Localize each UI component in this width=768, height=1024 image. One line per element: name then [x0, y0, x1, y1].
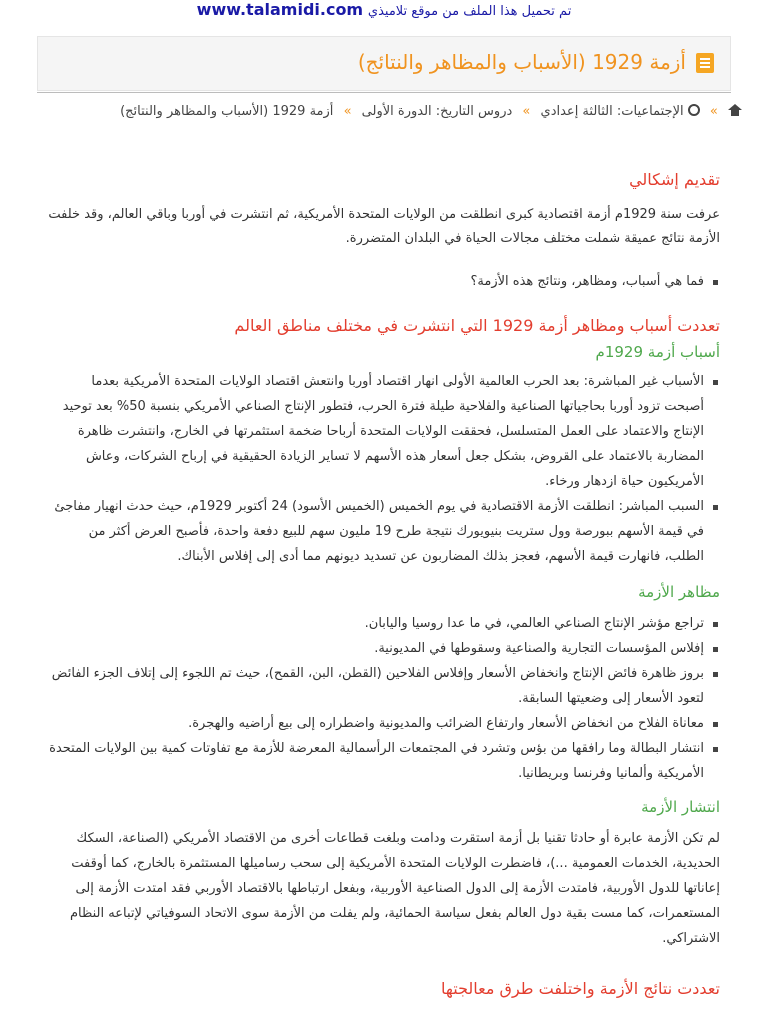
breadcrumb — [62, 102, 742, 122]
intro-paragraph: عرفت سنة 1929م أزمة اقتصادية كبرى انطلقت من الولايات المتحدة الأمريكية، ثم انتشرت في أوربا وباقي العالم، وقد خلفت الأزمة نتائج عميقة شملت مختلف مجالات الحياة في البلدان المتضررة. — [48, 207, 720, 246]
section2-heading: تعددت نتائج الأزمة واختلفت طرق معالجتها — [441, 979, 720, 998]
globe-icon — [688, 104, 700, 116]
intro-question-list — [48, 269, 720, 294]
aspects-heading: مظاهر الأزمة — [638, 583, 720, 601]
header-divider — [37, 92, 731, 93]
intro-question: فما هي أسباب، ومظاهر، ونتائج هذه الأزمة؟ — [48, 269, 704, 294]
home-icon[interactable] — [728, 104, 742, 116]
list-item: تراجع مؤشر الإنتاج الصناعي العالمي، في ما عدا روسيا واليابان. — [48, 611, 704, 636]
list-item: إفلاس المؤسسات التجارية والصناعية وسقوطها في المديونية. — [48, 636, 704, 661]
breadcrumb-separator-icon: » — [522, 104, 531, 119]
list-item: انتشار البطالة وما رافقها من بؤس وتشرد في المجتمعات الرأسمالية المعرضة للأزمة مع تفاوتات كمية بين الولايات المتحدة الأمريكية وألمانيا وفرنسا وبريطانيا. — [48, 736, 704, 786]
breadcrumb-separator-icon: » — [709, 104, 718, 119]
page-title: أزمة 1929 (الأسباب والمظاهر والنتائج) — [357, 50, 686, 74]
causes-heading: أسباب أزمة 1929م — [595, 343, 720, 361]
causes-list — [48, 369, 720, 569]
page-header — [37, 36, 731, 91]
article-content — [48, 170, 720, 998]
intro-heading: تقديم إشكالي — [629, 170, 720, 189]
spread-paragraph: لم تكن الأزمة عابرة أو حادثا تقنيا بل أزمة استقرت ودامت وبلغت قطاعات أخرى من الاقتصاد الأمريكي (الصناعة، السكك الحديدية، الخدمات العمومية ...)، فاضطرت الولايات المتحدة الأمريكية إلى سحب رساميلها المستثمرة بالخارج، كما أوقفت إعاناتها للدول الأوربية، فامتدت الأزمة إلى الدول الصناعية الأوربية، وبفعل ارتباطها بالاقتصاد الأوربي فقد امتدت الأزمة إلى المستعمرات، كما مست بقية دول العالم بفعل سياسة الحمائية، ولم يفلت من الأزمة سوى الاتحاد السوفياتي لإتباعه النظام الاشتراكي. — [69, 831, 720, 946]
document-icon — [696, 53, 714, 73]
breadcrumb-item-social-studies[interactable]: الإجتماعيات: الثالثة إعدادي — [540, 104, 684, 119]
section1-heading: تعددت أسباب ومظاهر أزمة 1929 التي انتشرت في مختلف مناطق العالم — [234, 316, 720, 335]
list-item: معاناة الفلاح من انخفاض الأسعار وارتفاع الضرائب والمديونية واضطراره إلى بيع أراضيه والهجرة. — [48, 711, 704, 736]
breadcrumb-item-current: أزمة 1929 (الأسباب والمظاهر والنتائج) — [120, 104, 334, 119]
breadcrumb-separator-icon: » — [343, 104, 352, 119]
site-url-link[interactable]: www.talamidi.com — [196, 0, 364, 19]
top-banner — [0, 0, 768, 22]
spread-heading: انتشار الأزمة — [641, 798, 720, 816]
list-item: بروز ظاهرة فائض الإنتاج وانخفاض الأسعار وإفلاس الفلاحين (القطن، البن، القمح)، حيث تم اللجوء إلى إتلاف الجزء الفائض لتعود الأسعار إلى وضعيتها السابقة. — [48, 661, 704, 711]
banner-message: تم تحميل هذا الملف من موقع تلاميذي — [367, 4, 572, 19]
list-item: السبب المباشر: انطلقت الأزمة الاقتصادية في يوم الخميس (الخميس الأسود) 24 أكتوبر 1929م، حيث حدث انهيار مفاجئ في قيمة الأسهم ببورصة وول ستريت بنيويورك نتيجة طرح 19 مليون سهم للبيع دفعة واحدة، فأصبح العرض أكثر من الطلب، فانهارت قيمة الأسهم، فعجز بذلك المضاربون عن تسديد ديونهم مما أدى إلى إفلاس الأبناك. — [48, 494, 704, 569]
aspects-list — [48, 611, 720, 786]
breadcrumb-item-history-lessons[interactable]: دروس التاريخ: الدورة الأولى — [361, 104, 513, 119]
list-item: الأسباب غير المباشرة: بعد الحرب العالمية الأولى انهار اقتصاد أوربا وانتعش اقتصاد الولايات المتحدة الأمريكية بعدما أصبحت تزود أوربا بحاجياتها الصناعية والفلاحية طيلة فترة الحرب، فتطور الإنتاج الصناعي الأمريكي بنسبة 50% بعد توحيد الإنتاج والاعتماد على العمل المتسلسل، فحققت الولايات المتحدة أرباحا ضخمة استثمرتها في الخارج، وانتشرت ظاهرة المضاربة بالاعتماد على القروض، بشكل جعل أسعار هذه الأسهم لا تساير الزيادة الحقيقية في إرباح الشركات، وعاش الأمريكيون حياة ازدهار ورخاء. — [48, 369, 704, 494]
